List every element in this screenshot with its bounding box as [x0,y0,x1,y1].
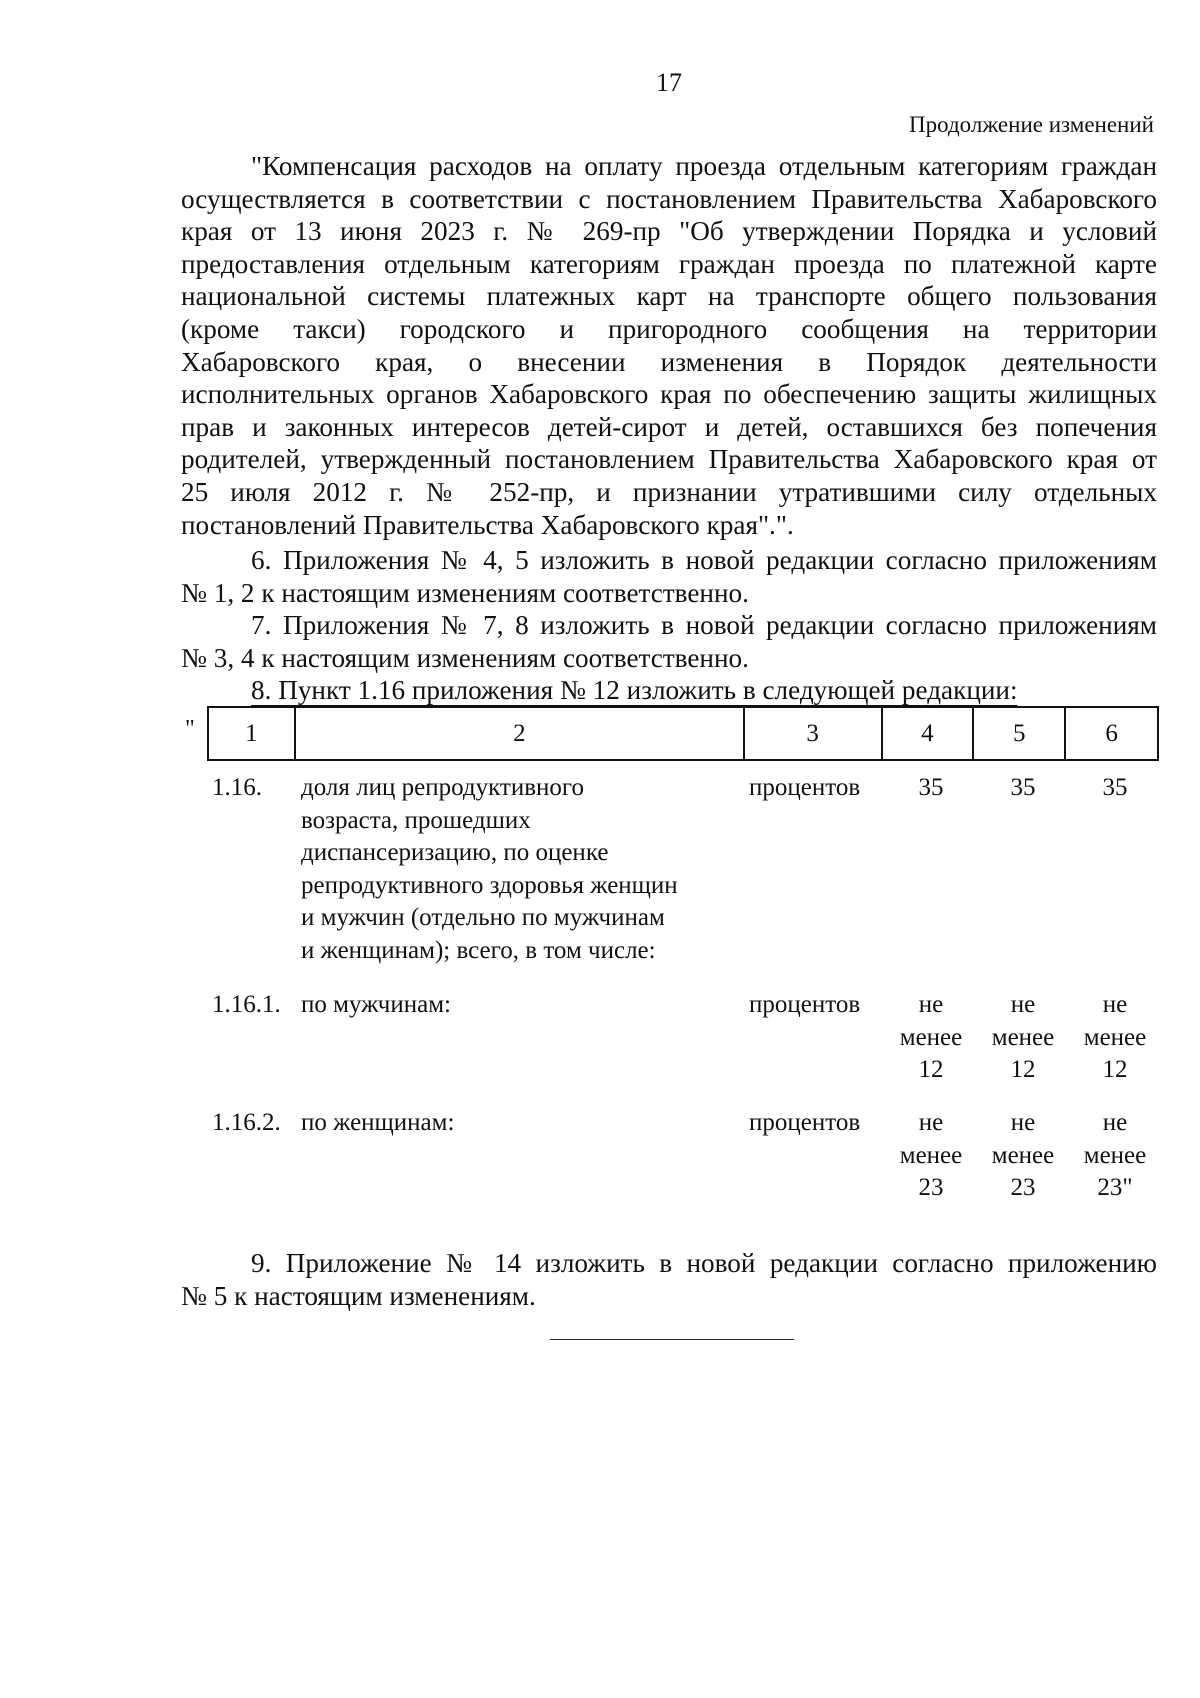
row-number: 1.16. [212,774,262,801]
row-name: по женщинам: [301,1109,455,1136]
text-line [181,674,1157,707]
value-line: 23 [918,1174,944,1201]
value-line: не [1010,1109,1036,1136]
text-line: 6. Приложения № 4, 5 изложить в новой редакции согласно приложениям [251,545,1157,575]
value-line: не [1102,1109,1128,1136]
value-col-5: 35 [1010,774,1036,801]
row-name [301,772,741,967]
text-line: прав и законных интересов детей-сирот и детей, оставшихся без попечения [181,411,1157,442]
value-line: 12 [1102,1056,1128,1083]
value-col-5 [979,1107,1067,1205]
text-line: 7. Приложения № 7, 8 изложить в новой редакции согласно приложениям [251,610,1157,640]
row-unit: процентов [749,991,861,1018]
header-cell: 1 [208,707,295,760]
item-7-paragraph [181,609,1157,674]
header-cell: 6 [1065,707,1158,760]
item-9-paragraph [181,1247,1157,1312]
value-col-6 [1071,989,1159,1087]
item-8-paragraph [181,674,1157,707]
value-line: 12 [1010,1056,1036,1083]
table-header [207,706,1159,761]
text-line: № 3, 4 к настоящим изменениям соответственно. [181,642,749,673]
text-line: предоставления отдельным категориям граждан проезда по платежной карте [181,248,1157,279]
header-cell: 4 [882,707,974,760]
name-line: возраста, прошедших [301,806,531,834]
value-col-6 [1071,1107,1159,1205]
row-unit: процентов [749,774,861,801]
value-line: менее [899,1023,963,1051]
value-col-5 [979,989,1067,1087]
value-line: не [1010,991,1036,1018]
value-line: 23 [1010,1174,1036,1201]
value-line: менее [991,1141,1055,1169]
header-cell: 2 [295,707,744,760]
value-line: 23" [1097,1174,1133,1201]
name-line: доля лиц репродуктивного [301,774,585,801]
value-col-4 [887,989,975,1087]
page-number: 17 [656,68,682,97]
text-line: 25 июля 2012 г. № 252-пр, и признании утратившими силу отдельных [181,476,1157,507]
value-line: менее [1083,1141,1147,1169]
item-6-paragraph [181,544,1157,609]
value-line: менее [899,1141,963,1169]
table-opening-quote: " [185,716,195,742]
name-line: и женщинам); всего, в том числе: [301,936,656,964]
row-name: по мужчинам: [301,991,451,1018]
name-line: диспансеризацию, по оценке [301,839,609,866]
text-line: исполнительных органов Хабаровского края по обеспечению защиты жилищных [181,379,1157,410]
quote-paragraph [181,150,1157,541]
header-cell: 3 [744,707,882,760]
row-number: 1.16.1. [212,991,281,1018]
header-cell: 5 [973,707,1065,760]
item-8-text: 8. Пункт 1.16 приложения № 12 изложить в следующей редакции: [251,675,1018,705]
text-line: постановлений Правительства Хабаровского края".". [181,509,794,540]
name-line: и мужчин (отдельно по мужчинам [301,904,665,931]
name-line: репродуктивного здоровья женщин [301,871,678,899]
value-line: не [918,1109,944,1136]
text-line: (кроме такси) городского и пригородного сообщения на территории [181,313,1157,344]
text-line: № 1, 2 к настоящим изменениям соответственно. [181,577,749,608]
value-line: 12 [918,1056,944,1083]
value-line: менее [991,1023,1055,1051]
value-col-4 [887,1107,975,1205]
row-number: 1.16.2. [212,1109,281,1136]
text-line: 9. Приложение № 14 изложить в новой редакции согласно приложению [251,1248,1157,1278]
value-col-4: 35 [918,774,944,801]
text-line: Хабаровского края, о внесении изменения в Порядок деятельности [181,346,1157,377]
text-line: края от 13 июня 2023 г. № 269-пр "Об утверждении Порядка и условий [181,216,1157,247]
value-line: не [1102,991,1128,1018]
end-separator-line [550,1339,794,1340]
continuation-label: Продолжение изменений [909,112,1154,137]
value-line: менее [1083,1023,1147,1051]
text-line: национальной системы платежных карт на транспорте общего пользования [181,281,1157,312]
value-line: не [918,991,944,1018]
text-line: осуществляется в соответствии с постановлением Правительства Хабаровского [181,183,1157,214]
value-col-6: 35 [1102,774,1128,801]
text-line: родителей, утвержденный постановлением Правительства Хабаровского края от [181,444,1157,475]
text-line: "Компенсация расходов на оплату проезда отдельным категориям граждан [251,151,1157,181]
row-unit: процентов [749,1109,861,1136]
text-line: № 5 к настоящим изменениям. [181,1280,536,1311]
